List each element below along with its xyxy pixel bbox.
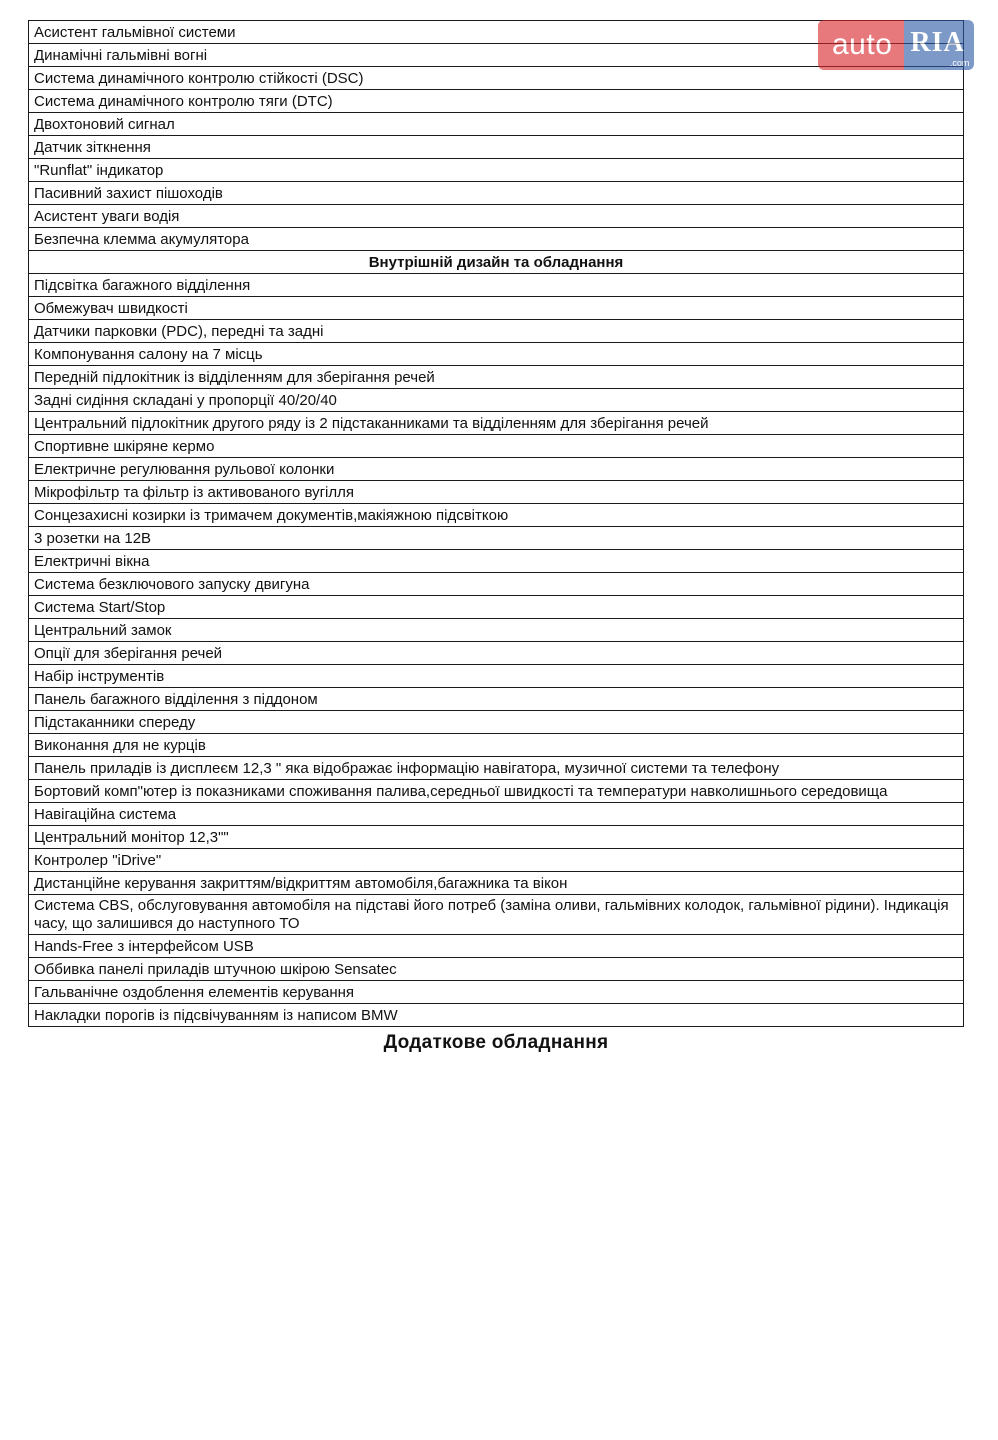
table-cell: Панель багажного відділення з піддоном (29, 688, 964, 711)
table-row (29, 90, 964, 113)
table-row (29, 504, 964, 527)
table-cell: Дистанційне керування закриттям/відкриттям автомобіля,багажника та вікон (29, 872, 964, 895)
table-row (29, 573, 964, 596)
logo-ria-block (904, 20, 974, 70)
table-row (29, 849, 964, 872)
table-row (29, 527, 964, 550)
table-cell: "Runflat" індикатор (29, 159, 964, 182)
table-cell: Hands-Free з інтерфейсом USB (29, 935, 964, 958)
table-cell: Опції для зберігання речей (29, 642, 964, 665)
table-cell: Динамічні гальмівні вогні (29, 44, 964, 67)
table-cell: Центральний підлокітник другого ряду із 2 підстаканниками та відділенням для зберігання речей (29, 412, 964, 435)
table-row (29, 366, 964, 389)
table-row (29, 550, 964, 573)
table-cell: Безпечна клемма акумулятора (29, 228, 964, 251)
section-header-row (29, 251, 964, 274)
logo-auto-text: auto (818, 20, 904, 70)
table-row (29, 159, 964, 182)
table-row (29, 826, 964, 849)
table-cell: Спортивне шкіряне кермо (29, 435, 964, 458)
table-row (29, 872, 964, 895)
table-row (29, 757, 964, 780)
additional-equipment-heading: Додаткове обладнання (383, 1032, 609, 1053)
table-row (29, 642, 964, 665)
table-cell: Обмежувач швидкості (29, 297, 964, 320)
table-row (29, 481, 964, 504)
table-row (29, 780, 964, 803)
table-row (29, 935, 964, 958)
table-cell: Центральний замок (29, 619, 964, 642)
table-cell: Центральний монітор 12,3"" (29, 826, 964, 849)
table-cell: Пасивний захист пішоходів (29, 182, 964, 205)
table-row (29, 958, 964, 981)
table-cell: Система безключового запуску двигуна (29, 573, 964, 596)
table-row (29, 297, 964, 320)
table-row (29, 274, 964, 297)
table-cell: Гальванічне оздоблення елементів керування (29, 981, 964, 1004)
autoria-logo (818, 20, 974, 70)
table-row (29, 389, 964, 412)
table-row (29, 205, 964, 228)
table-cell: Електричні вікна (29, 550, 964, 573)
table-row (29, 711, 964, 734)
table-cell: Панель приладів із дисплеєм 12,3 " яка відображає інформацію навігатора, музичної системи та телефону (29, 757, 964, 780)
table-row (29, 1004, 964, 1027)
table-row (29, 981, 964, 1004)
table-cell: Система динамічного контролю тяги (DTC) (29, 90, 964, 113)
table-row (29, 136, 964, 159)
equipment-table-body (29, 21, 964, 1027)
table-cell: Датчик зіткнення (29, 136, 964, 159)
table-cell: Контролер "iDrive" (29, 849, 964, 872)
table-row (29, 412, 964, 435)
table-cell: Виконання для не курців (29, 734, 964, 757)
table-cell: 3 розетки на 12В (29, 527, 964, 550)
table-cell: Задні сидіння складані у пропорції 40/20/40 (29, 389, 964, 412)
table-cell: Набір інструментів (29, 665, 964, 688)
table-cell: Бортовий комп"ютер із показниками споживання палива,середньої швидкості та температури навколишнього середовища (29, 780, 964, 803)
table-cell: Оббивка панелі приладів штучною шкірою Sensatec (29, 958, 964, 981)
table-row (29, 596, 964, 619)
section-header-cell: Внутрішній дизайн та обладнання (29, 251, 964, 274)
equipment-table (28, 20, 964, 1027)
table-row (29, 665, 964, 688)
table-cell: Система CBS, обслуговування автомобіля на підставі його потреб (заміна оливи, гальмівних колодок, гальмівної рідини). Індикація часу, що залишився до наступного ТО (29, 895, 964, 935)
table-row (29, 895, 964, 935)
table-row (29, 228, 964, 251)
table-cell: Навігаційна система (29, 803, 964, 826)
table-row (29, 182, 964, 205)
table-cell: Підсвітка багажного відділення (29, 274, 964, 297)
logo-ria-text: RIA (910, 27, 965, 58)
logo-com-text: .com (949, 58, 970, 68)
table-cell: Електричне регулювання рульової колонки (29, 458, 964, 481)
table-cell: Компонування салону на 7 місць (29, 343, 964, 366)
table-cell: Датчики парковки (PDC), передні та задні (29, 320, 964, 343)
table-row (29, 435, 964, 458)
table-row (29, 803, 964, 826)
table-row (29, 688, 964, 711)
table-row (29, 734, 964, 757)
table-row (29, 113, 964, 136)
table-cell: Сонцезахисні козирки із тримачем документів,макіяжною підсвіткою (29, 504, 964, 527)
table-cell: Система динамічного контролю стійкості (DSC) (29, 67, 964, 90)
table-row (29, 458, 964, 481)
table-cell: Система Start/Stop (29, 596, 964, 619)
table-cell: Асистент уваги водія (29, 205, 964, 228)
table-cell: Мікрофільтр та фільтр із активованого вугілля (29, 481, 964, 504)
table-row (29, 320, 964, 343)
table-cell: Підстаканники спереду (29, 711, 964, 734)
table-cell: Асистент гальмівної системи (29, 21, 964, 44)
table-cell: Накладки порогів із підсвічуванням із написом BMW (29, 1004, 964, 1027)
table-cell: Передній підлокітник із відділенням для зберігання речей (29, 366, 964, 389)
table-cell: Двохтоновий сигнал (29, 113, 964, 136)
table-row (29, 343, 964, 366)
table-row (29, 619, 964, 642)
